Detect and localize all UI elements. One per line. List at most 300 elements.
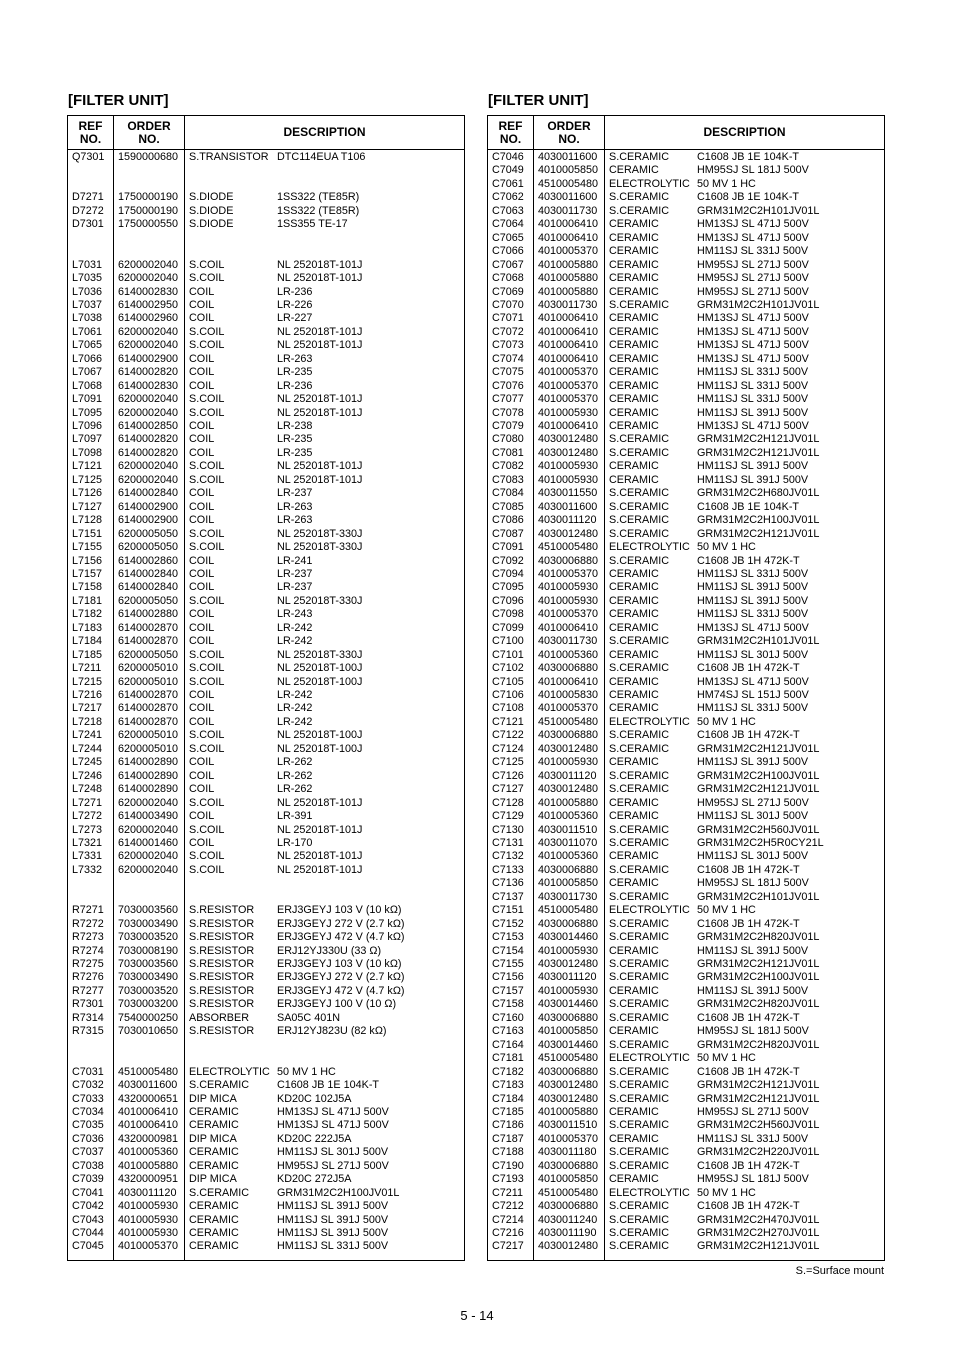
part-spec-cell: GRM31M2C2H121JV01L	[697, 783, 820, 796]
table-row	[68, 312, 464, 326]
ref-no-cell: R7271	[72, 904, 104, 917]
table-row	[488, 366, 884, 380]
part-type-cell: COIL	[189, 769, 215, 782]
table-row	[68, 339, 464, 353]
table-row	[68, 716, 464, 730]
table-row	[68, 514, 464, 528]
part-type-cell: COIL	[189, 836, 215, 849]
part-type-cell: S.CERAMIC	[609, 823, 669, 836]
part-spec-cell: LR-262	[277, 783, 313, 796]
part-spec-cell: LR-262	[277, 756, 313, 769]
order-no-cell: 4030011600	[538, 191, 598, 204]
order-no-cell: 7540000250	[118, 1011, 179, 1024]
table-row	[68, 555, 464, 569]
order-no-cell: 4510005480	[538, 1052, 599, 1065]
part-spec-cell: C1608 JB 1H 472K-T	[697, 554, 800, 567]
ref-no-cell: C7032	[72, 1079, 104, 1092]
left-title: [FILTER UNIT]	[68, 92, 169, 109]
table-row	[488, 918, 884, 932]
table-row	[68, 743, 464, 757]
left-parts-table	[67, 115, 465, 1261]
order-no-cell: 6140002870	[118, 702, 179, 715]
part-spec-cell: NL 252018T-330J	[277, 594, 363, 607]
part-spec-cell: SA05C 401N	[277, 1011, 341, 1024]
part-spec-cell: GRM31M2C2H101JV01L	[697, 298, 820, 311]
table-row	[68, 326, 464, 340]
order-no-cell: 6200005050	[118, 648, 179, 661]
order-no-cell: 4030006880	[538, 917, 599, 930]
part-type-cell: ELECTROLYTIC	[609, 904, 690, 917]
table-row	[488, 702, 884, 716]
table-row	[68, 931, 464, 945]
part-type-cell: S.CERAMIC	[609, 1159, 669, 1172]
header-description: DESCRIPTION	[703, 125, 786, 139]
part-type-cell: S.RESISTOR	[189, 984, 255, 997]
order-no-cell: 4030011190	[538, 1227, 597, 1239]
part-type-cell: S.DIODE	[189, 204, 234, 217]
part-spec-cell: NL 252018T-330J	[277, 541, 363, 554]
part-spec-cell: GRM31M2C2H121JV01L	[697, 1240, 820, 1253]
part-type-cell: S.COIL	[189, 823, 225, 836]
ref-no-cell: C7125	[492, 756, 524, 769]
part-spec-cell: HM11SJ SL 331J 500V	[697, 366, 809, 379]
ref-no-cell: L7096	[72, 420, 103, 432]
part-type-cell: S.CERAMIC	[609, 998, 669, 1011]
ref-no-cell: C7164	[492, 1038, 524, 1051]
part-spec-cell: HM13SJ SL 471J 500V	[697, 352, 809, 365]
table-header	[68, 116, 464, 150]
table-row	[488, 1052, 884, 1066]
table-row	[68, 299, 464, 313]
part-type-cell: S.RESISTOR	[189, 944, 255, 957]
ref-no-cell: L7181	[72, 594, 103, 607]
part-spec-cell: HM11SJ SL 391J 500V	[697, 460, 809, 473]
ref-no-cell: L7126	[72, 487, 103, 500]
part-type-cell: CERAMIC	[189, 1227, 239, 1239]
table-row	[68, 1119, 464, 1133]
part-spec-cell: C1608 JB 1H 472K-T	[697, 863, 800, 876]
header-order-no: ORDER NO.	[127, 118, 171, 146]
order-no-cell: 4010006410	[538, 218, 599, 231]
order-no-cell: 6200002040	[118, 473, 179, 486]
ref-no-cell: R7272	[72, 917, 104, 930]
part-type-cell: CERAMIC	[609, 473, 659, 486]
order-no-cell: 4030006880	[538, 1159, 599, 1172]
part-spec-cell: HM95SJ SL 181J 500V	[697, 877, 809, 890]
part-spec-cell: C1608 JB 1E 104K-T	[697, 151, 800, 163]
order-no-cell: 4030011070	[538, 836, 598, 849]
table-row	[68, 1214, 464, 1228]
part-spec-cell: NL 252018T-101J	[277, 473, 363, 486]
table-row	[68, 770, 464, 784]
table-row	[68, 797, 464, 811]
part-type-cell: S.CERAMIC	[609, 931, 669, 944]
table-row	[68, 380, 464, 394]
ref-no-cell: C7133	[492, 863, 524, 876]
part-type-cell: COIL	[189, 285, 215, 298]
order-no-cell: 4030012480	[538, 1079, 599, 1092]
table-row	[68, 985, 464, 999]
part-spec-cell: GRM31M2C2H121JV01L	[697, 1092, 820, 1105]
part-type-cell: S.COIL	[189, 527, 225, 540]
ref-no-cell: C7062	[492, 191, 524, 204]
table-row	[68, 1187, 464, 1201]
part-type-cell: S.CERAMIC	[609, 971, 669, 984]
table-row	[68, 998, 464, 1012]
table-row	[488, 743, 884, 757]
ref-no-cell: L7097	[72, 433, 103, 446]
ref-no-cell: L7271	[72, 796, 103, 809]
table-row	[68, 353, 464, 367]
ref-no-cell: R7301	[72, 998, 104, 1011]
part-spec-cell: GRM31M2C2H101JV01L	[697, 204, 820, 217]
part-type-cell: DIP MICA	[189, 1092, 237, 1105]
ref-no-cell: C7122	[492, 729, 524, 742]
order-no-cell: 6200005050	[118, 541, 179, 554]
table-row	[488, 528, 884, 542]
ref-no-cell: C7076	[492, 379, 524, 392]
part-type-cell: S.COIL	[189, 648, 225, 661]
order-no-cell: 4030006880	[538, 1011, 599, 1024]
table-row	[488, 555, 884, 569]
ref-no-cell: C7182	[492, 1065, 524, 1078]
part-spec-cell: 1SS322 (TE85R)	[277, 191, 360, 204]
ref-no-cell: L7185	[72, 648, 103, 661]
ref-no-cell: C7153	[492, 931, 524, 944]
part-spec-cell: NL 252018T-330J	[277, 527, 363, 540]
table-row	[68, 245, 464, 259]
part-spec-cell: C1608 JB 1H 472K-T	[697, 1065, 800, 1078]
ref-no-cell: C7049	[492, 164, 524, 177]
part-type-cell: S.COIL	[189, 863, 225, 876]
ref-no-cell: C7043	[72, 1213, 104, 1226]
order-no-cell: 4030011120	[538, 769, 597, 782]
part-type-cell: CERAMIC	[609, 675, 659, 688]
table-row	[488, 810, 884, 824]
ref-no-cell: R7273	[72, 931, 104, 944]
table-row	[68, 1160, 464, 1174]
ref-no-cell: C7046	[492, 151, 524, 163]
ref-no-cell: L7248	[72, 783, 103, 796]
part-spec-cell: HM13SJ SL 471J 500V	[277, 1119, 389, 1132]
ref-no-cell: L7245	[72, 756, 103, 769]
part-spec-cell: C1608 JB 1H 472K-T	[697, 662, 800, 675]
part-spec-cell: 50 MV 1 HC	[697, 715, 756, 728]
ref-no-cell: C7081	[492, 446, 524, 459]
ref-no-cell: C7130	[492, 823, 524, 836]
table-row	[68, 366, 464, 380]
part-spec-cell: HM11SJ SL 391J 500V	[697, 473, 809, 486]
part-type-cell: CERAMIC	[609, 796, 659, 809]
ref-no-cell: L7068	[72, 379, 103, 392]
ref-no-cell: L7037	[72, 298, 103, 311]
order-no-cell: 7030010650	[118, 1025, 179, 1038]
table-row	[68, 433, 464, 447]
part-type-cell: CERAMIC	[609, 984, 659, 997]
order-no-cell: 4030006880	[538, 1200, 599, 1213]
order-no-cell: 4010006410	[538, 420, 599, 432]
ref-no-cell: C7042	[72, 1200, 104, 1213]
order-no-cell: 6140002890	[118, 769, 179, 782]
order-no-cell: 4010006410	[118, 1119, 179, 1132]
order-no-cell: 4030006880	[538, 863, 599, 876]
ref-no-cell: L7128	[72, 514, 103, 527]
part-type-cell: S.COIL	[189, 675, 225, 688]
table-row	[68, 1052, 464, 1066]
part-spec-cell: HM95SJ SL 271J 500V	[697, 258, 809, 271]
ref-no-cell: C7187	[492, 1132, 524, 1145]
order-no-cell: 4030011180	[538, 1146, 597, 1159]
ref-no-cell: C7078	[492, 406, 524, 419]
table-row	[488, 151, 884, 165]
table-row	[68, 286, 464, 300]
part-type-cell: S.RESISTOR	[189, 917, 255, 930]
order-no-cell: 4010005880	[118, 1159, 179, 1172]
order-no-cell: 4010005370	[538, 245, 599, 258]
ref-no-cell: C7121	[492, 715, 524, 728]
part-spec-cell: ERJ3GEYJ 472 V (4.7 kΩ)	[277, 931, 405, 944]
part-spec-cell: HM11SJ SL 391J 500V	[277, 1213, 389, 1226]
order-no-cell: 4510005480	[538, 1186, 599, 1199]
ref-no-cell: C7077	[492, 393, 524, 406]
order-no-cell: 4030012480	[538, 783, 599, 796]
table-row	[488, 581, 884, 595]
part-spec-cell: LR-243	[277, 608, 313, 621]
part-spec-cell: HM13SJ SL 471J 500V	[697, 420, 809, 432]
table-row	[488, 649, 884, 663]
order-no-cell: 4010005880	[538, 1105, 599, 1118]
part-type-cell: S.RESISTOR	[189, 931, 255, 944]
order-no-cell: 6140002820	[118, 366, 179, 379]
part-type-cell: COIL	[189, 581, 215, 594]
ref-no-cell: C7216	[492, 1227, 524, 1239]
ref-no-cell: C7061	[492, 177, 524, 190]
ref-no-cell: C7136	[492, 877, 524, 890]
part-spec-cell: DTC114EUA T106	[277, 151, 366, 163]
table-row	[488, 1214, 884, 1228]
table-row	[68, 824, 464, 838]
order-no-cell: 4010005830	[538, 689, 599, 701]
order-no-cell: 4010005930	[118, 1227, 179, 1239]
part-spec-cell: HM13SJ SL 471J 500V	[697, 675, 809, 688]
part-type-cell: S.RESISTOR	[189, 998, 255, 1011]
table-row	[488, 1119, 884, 1133]
ref-no-cell: C7095	[492, 581, 524, 594]
order-no-cell: 7030003200	[118, 998, 179, 1011]
ref-no-cell: L7321	[72, 836, 103, 849]
part-spec-cell: GRM31M2C2H121JV01L	[697, 742, 820, 755]
part-type-cell: S.RESISTOR	[189, 1025, 255, 1038]
part-spec-cell: NL 252018T-101J	[277, 325, 363, 338]
order-no-cell: 4010005880	[538, 258, 599, 271]
part-spec-cell: 50 MV 1 HC	[697, 541, 756, 554]
table-row	[488, 1093, 884, 1107]
table-row	[68, 568, 464, 582]
order-no-cell: 4320000951	[118, 1173, 179, 1186]
ref-no-cell: L7183	[72, 621, 103, 634]
table-row	[488, 1187, 884, 1201]
table-row	[488, 474, 884, 488]
table-row	[68, 447, 464, 461]
table-row	[488, 770, 884, 784]
ref-no-cell: C7044	[72, 1227, 104, 1239]
part-type-cell: CERAMIC	[609, 420, 659, 432]
part-spec-cell: LR-263	[277, 352, 313, 365]
part-type-cell: S.COIL	[189, 393, 225, 406]
part-spec-cell: HM95SJ SL 181J 500V	[697, 1173, 809, 1186]
order-no-cell: 4010005930	[538, 460, 599, 473]
part-spec-cell: ERJ3GEYJ 272 V (2.7 kΩ)	[277, 917, 405, 930]
order-no-cell: 4030006880	[538, 729, 599, 742]
ref-no-cell: C7151	[492, 904, 524, 917]
ref-no-cell: L7156	[72, 554, 103, 567]
ref-no-cell: C7087	[492, 527, 524, 540]
table-row	[68, 528, 464, 542]
part-spec-cell: GRM31M2C2H121JV01L	[697, 958, 820, 970]
part-spec-cell: C1608 JB 1H 472K-T	[697, 1200, 800, 1213]
order-no-cell: 6200005010	[118, 662, 179, 675]
part-type-cell: S.COIL	[189, 258, 225, 271]
part-spec-cell: LR-237	[277, 567, 313, 580]
table-row	[68, 460, 464, 474]
ref-no-cell: L7217	[72, 702, 103, 715]
order-no-cell: 6140002850	[118, 420, 179, 432]
order-no-cell: 7030003560	[118, 904, 179, 917]
part-spec-cell: LR-241	[277, 554, 313, 567]
table-row	[488, 1146, 884, 1160]
order-no-cell: 4030011730	[538, 298, 598, 311]
table-row	[488, 393, 884, 407]
part-type-cell: CERAMIC	[609, 218, 659, 231]
part-type-cell: S.RESISTOR	[189, 971, 255, 984]
part-spec-cell: ERJ12YJ330U (33 Ω)	[277, 944, 382, 957]
ref-no-cell: L7121	[72, 460, 103, 473]
part-spec-cell: HM95SJ SL 271J 500V	[697, 796, 809, 809]
part-type-cell: CERAMIC	[609, 164, 659, 177]
ref-no-cell: C7084	[492, 487, 524, 500]
table-row	[488, 286, 884, 300]
part-type-cell: CERAMIC	[189, 1119, 239, 1132]
order-no-cell: 4010006410	[538, 621, 599, 634]
ref-no-cell: C7082	[492, 460, 524, 473]
table-row	[68, 407, 464, 421]
ref-no-cell: L7151	[72, 527, 103, 540]
order-no-cell: 6140002830	[118, 379, 179, 392]
table-row	[488, 689, 884, 703]
part-spec-cell: HM11SJ SL 331J 500V	[277, 1240, 389, 1253]
table-row	[68, 608, 464, 622]
order-no-cell: 4010006410	[538, 325, 599, 338]
part-spec-cell: HM11SJ SL 301J 500V	[697, 648, 809, 661]
order-no-cell: 4010005360	[538, 850, 599, 863]
part-spec-cell: NL 252018T-100J	[277, 675, 363, 688]
part-spec-cell: LR-242	[277, 715, 313, 728]
part-type-cell: CERAMIC	[609, 756, 659, 769]
table-row	[68, 1240, 464, 1254]
order-no-cell: 6140002890	[118, 783, 179, 796]
part-spec-cell: ERJ3GEYJ 103 V (10 kΩ)	[277, 904, 402, 917]
order-no-cell: 4030012480	[538, 527, 599, 540]
table-row	[488, 1227, 884, 1241]
order-no-cell: 4010005930	[538, 756, 599, 769]
table-row	[68, 904, 464, 918]
part-spec-cell: ERJ3GEYJ 103 V (10 kΩ)	[277, 958, 402, 970]
ref-no-cell: C7037	[72, 1146, 104, 1159]
part-type-cell: S.CERAMIC	[609, 890, 669, 903]
table-row	[68, 958, 464, 972]
order-no-cell: 6200002040	[118, 850, 179, 863]
ref-no-cell: C7074	[492, 352, 524, 365]
ref-no-cell: L7067	[72, 366, 103, 379]
part-type-cell: CERAMIC	[189, 1105, 239, 1118]
part-spec-cell: GRM31M2C2H470JV01L	[697, 1213, 820, 1226]
order-no-cell: 1750000550	[118, 218, 179, 231]
part-spec-cell: GRM31M2C2H820JV01L	[697, 998, 820, 1011]
ref-no-cell: C7129	[492, 810, 524, 823]
table-row	[68, 1079, 464, 1093]
table-row	[488, 568, 884, 582]
part-spec-cell: KD20C 272J5A	[277, 1173, 352, 1186]
part-type-cell: CERAMIC	[609, 460, 659, 473]
table-row	[488, 312, 884, 326]
part-spec-cell: NL 252018T-101J	[277, 796, 363, 809]
part-type-cell: CERAMIC	[609, 621, 659, 634]
ref-no-cell: R7277	[72, 984, 104, 997]
part-type-cell: CERAMIC	[609, 393, 659, 406]
ref-no-cell: C7067	[492, 258, 524, 271]
order-no-cell: 6200002040	[118, 460, 179, 473]
ref-no-cell: L7273	[72, 823, 103, 836]
table-row	[68, 689, 464, 703]
part-spec-cell: LR-262	[277, 769, 313, 782]
part-type-cell: ELECTROLYTIC	[609, 1186, 690, 1199]
order-no-cell: 4010006410	[538, 231, 599, 244]
part-spec-cell: 50 MV 1 HC	[697, 177, 756, 190]
order-no-cell: 4030014460	[538, 998, 599, 1011]
table-row	[68, 850, 464, 864]
part-spec-cell: NL 252018T-101J	[277, 406, 363, 419]
order-no-cell: 4010005850	[538, 1173, 599, 1186]
table-row	[68, 1066, 464, 1080]
table-row	[488, 1160, 884, 1174]
part-type-cell: COIL	[189, 352, 215, 365]
part-spec-cell: HM13SJ SL 471J 500V	[697, 231, 809, 244]
part-spec-cell: C1608 JB 1H 472K-T	[697, 1159, 800, 1172]
part-type-cell: COIL	[189, 500, 215, 513]
part-type-cell: S.CERAMIC	[609, 298, 669, 311]
part-type-cell: ELECTROLYTIC	[609, 715, 690, 728]
part-spec-cell: HM11SJ SL 331J 500V	[697, 1132, 809, 1145]
part-type-cell: CERAMIC	[609, 850, 659, 863]
table-row	[488, 676, 884, 690]
part-type-cell: CERAMIC	[609, 608, 659, 621]
part-type-cell: CERAMIC	[609, 810, 659, 823]
part-type-cell: COIL	[189, 446, 215, 459]
part-spec-cell: LR-242	[277, 635, 313, 648]
part-spec-cell: LR-391	[277, 810, 313, 823]
ref-no-cell: L7091	[72, 393, 103, 406]
ref-no-cell: C7128	[492, 796, 524, 809]
part-type-cell: ELECTROLYTIC	[189, 1065, 270, 1078]
order-no-cell: 6200005050	[118, 594, 179, 607]
ref-no-cell: D7272	[72, 204, 104, 217]
table-row	[68, 393, 464, 407]
part-spec-cell: GRM31M2C2H5R0CY21L	[697, 836, 824, 849]
table-row	[488, 595, 884, 609]
table-row	[488, 931, 884, 945]
part-type-cell: ABSORBER	[189, 1011, 249, 1024]
part-spec-cell: LR-238	[277, 420, 313, 432]
